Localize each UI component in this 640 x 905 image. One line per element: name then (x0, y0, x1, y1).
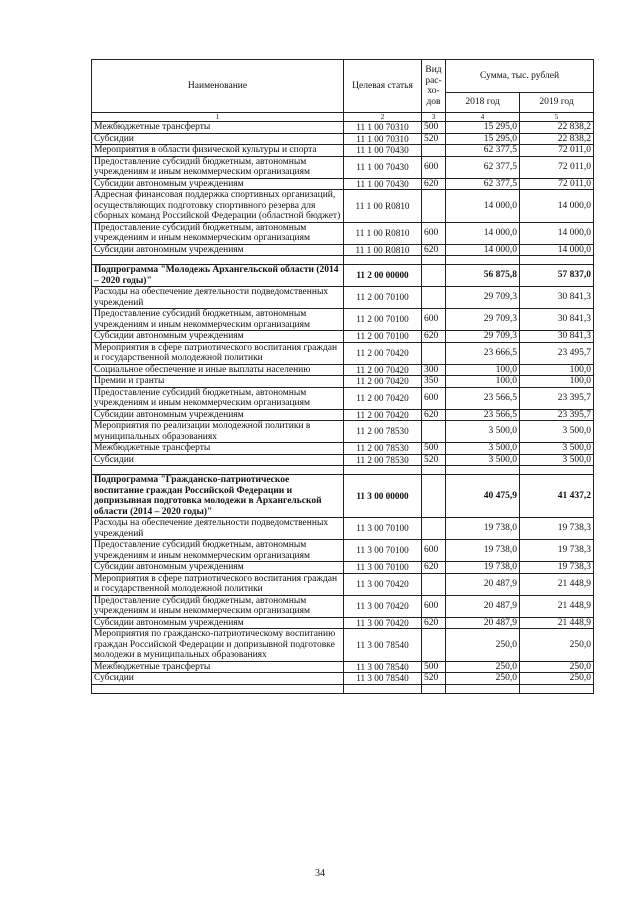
target-article-cell: 11 1 00 70430 (344, 178, 422, 190)
amount-2019-cell: 30 841,3 (520, 287, 594, 309)
amount-2019-cell: 250,0 (520, 673, 594, 685)
expense-type-cell: 600 (422, 222, 446, 244)
amount-2018-cell: 20 487,9 (446, 617, 520, 629)
name-cell: Субсидии автономным учреждениям (92, 244, 344, 256)
amount-2019-cell: 21 448,9 (520, 595, 594, 617)
amount-2019-cell: 23 395,7 (520, 387, 594, 409)
table-row (92, 145, 594, 157)
column-index: 4 (446, 113, 520, 122)
expense-type-cell: 620 (422, 244, 446, 256)
name-cell: Межбюджетные трансферты (92, 661, 344, 673)
target-article-cell: 11 2 00 78530 (344, 454, 422, 466)
expense-type-cell: 500 (422, 661, 446, 673)
name-cell: Мероприятия в области физической культуры и спорта (92, 145, 344, 157)
table-body (92, 122, 594, 694)
expense-type-cell: 520 (422, 133, 446, 145)
amount-2019-cell: 3 500,0 (520, 443, 594, 455)
table-row (92, 454, 594, 466)
target-article-cell: 11 1 00 70310 (344, 122, 422, 134)
amount-2018-cell: 15 295,0 (446, 133, 520, 145)
amount-2018-cell: 19 738,0 (446, 518, 520, 540)
amount-2018-cell: 29 709,3 (446, 287, 520, 309)
amount-2019-cell: 14 000,0 (520, 244, 594, 256)
expense-type-cell: 600 (422, 595, 446, 617)
table-row (92, 133, 594, 145)
amount-2018-cell: 62 377,5 (446, 178, 520, 190)
table-header (92, 60, 594, 122)
name-cell: Предоставление субсидий бюджетным, автономным учреждениям и иным некоммерческим организациям (92, 156, 344, 178)
name-cell: Мероприятия по гражданско-патриотическому воспитанию граждан Российской Федерации и допризывной подготовке молодежи в муниципальных образованиях (92, 629, 344, 662)
amount-2019-cell: 30 841,3 (520, 309, 594, 331)
amount-2018-cell: 100,0 (446, 376, 520, 388)
expense-type-cell (422, 145, 446, 157)
amount-2019-cell: 100,0 (520, 364, 594, 376)
spacer-cell (520, 256, 594, 265)
amount-2018-cell: 100,0 (446, 364, 520, 376)
name-cell: Предоставление субсидий бюджетным, автономным учреждениям и иным некоммерческим организациям (92, 595, 344, 617)
amount-2018-cell: 250,0 (446, 673, 520, 685)
expense-type-cell (422, 573, 446, 595)
amount-2019-cell: 19 738,3 (520, 540, 594, 562)
spacer-cell (92, 684, 344, 693)
amount-2019-cell: 3 500,0 (520, 421, 594, 443)
name-cell: Предоставление субсидий бюджетным, автономным учреждениям и иным некоммерческим организациям (92, 222, 344, 244)
expense-type-cell: 520 (422, 673, 446, 685)
spacer-cell (422, 684, 446, 693)
amount-2019-cell: 21 448,9 (520, 573, 594, 595)
expense-type-cell: 600 (422, 387, 446, 409)
table-row (92, 387, 594, 409)
amount-2019-cell: 14 000,0 (520, 190, 594, 223)
expense-type-cell: 600 (422, 540, 446, 562)
table-row (92, 518, 594, 540)
name-cell: Расходы на обеспечение деятельности подведомственных учреждений (92, 518, 344, 540)
target-article-cell: 11 3 00 70420 (344, 573, 422, 595)
column-index: 5 (520, 113, 594, 122)
spacer-cell (422, 466, 446, 475)
amount-2018-cell: 250,0 (446, 629, 520, 662)
amount-2019-cell: 100,0 (520, 376, 594, 388)
amount-2019-cell: 41 437,2 (520, 475, 594, 518)
table-row (92, 540, 594, 562)
amount-2019-cell: 14 000,0 (520, 222, 594, 244)
name-cell: Межбюджетные трансферты (92, 443, 344, 455)
amount-2019-cell: 19 738,3 (520, 518, 594, 540)
amount-2019-cell: 21 448,9 (520, 617, 594, 629)
name-cell: Предоставление субсидий бюджетным, автономным учреждениям и иным некоммерческим организациям (92, 387, 344, 409)
expense-type-cell (422, 190, 446, 223)
name-cell: Мероприятия в сфере патриотического воспитания граждан и государственной молодежной политики (92, 573, 344, 595)
target-article-cell: 11 2 00 70100 (344, 331, 422, 343)
target-article-cell: 11 3 00 70100 (344, 562, 422, 574)
target-article-cell: 11 3 00 78540 (344, 629, 422, 662)
name-cell: Адресная финансовая поддержка спортивных организаций, осуществляющих подготовку спортивного резерва для сборных команд Российской Федерации (областной бюджет) (92, 190, 344, 223)
expense-type-cell: 620 (422, 562, 446, 574)
amount-2018-cell: 62 377,5 (446, 145, 520, 157)
name-cell: Мероприятия в сфере патриотического воспитания граждан и государственной молодежной политики (92, 342, 344, 364)
target-article-cell: 11 2 00 70100 (344, 309, 422, 331)
name-cell: Социальное обеспечение и иные выплаты населению (92, 364, 344, 376)
table-row (92, 222, 594, 244)
name-cell: Подпрограмма "Молодежь Архангельской области (2014 – 2020 годы)" (92, 265, 344, 287)
column-index: 2 (344, 113, 422, 122)
table-row (92, 673, 594, 685)
page-number: 34 (315, 868, 325, 879)
amount-2018-cell: 23 566,5 (446, 387, 520, 409)
spacer-cell (344, 684, 422, 693)
expense-type-cell (422, 518, 446, 540)
spacer-cell (92, 466, 344, 475)
name-cell: Мероприятия по реализации молодежной политики в муниципальных образованиях (92, 421, 344, 443)
amount-2018-cell: 23 666,5 (446, 342, 520, 364)
table-row (92, 629, 594, 662)
spacer-row (92, 466, 594, 475)
target-article-cell: 11 1 00 R0810 (344, 222, 422, 244)
amount-2018-cell: 14 000,0 (446, 190, 520, 223)
expense-type-cell: 520 (422, 454, 446, 466)
amount-2018-cell: 14 000,0 (446, 244, 520, 256)
amount-2019-cell: 19 738,3 (520, 562, 594, 574)
target-article-cell: 11 3 00 78540 (344, 673, 422, 685)
target-article-cell: 11 3 00 00000 (344, 475, 422, 518)
spacer-cell (446, 684, 520, 693)
name-cell: Предоставление субсидий бюджетным, автономным учреждениям и иным некоммерческим организациям (92, 540, 344, 562)
target-article-cell: 11 2 00 70100 (344, 287, 422, 309)
subprogram-row (92, 475, 594, 518)
column-index: 3 (422, 113, 446, 122)
amount-2019-cell: 57 837,0 (520, 265, 594, 287)
spacer-cell (446, 466, 520, 475)
expense-type-cell: 500 (422, 122, 446, 134)
amount-2018-cell: 20 487,9 (446, 595, 520, 617)
header-name: Наименование (92, 60, 344, 113)
amount-2019-cell: 22 838,2 (520, 133, 594, 145)
table-row (92, 595, 594, 617)
target-article-cell: 11 2 00 78530 (344, 421, 422, 443)
table-row (92, 287, 594, 309)
target-article-cell: 11 3 00 70100 (344, 518, 422, 540)
name-cell: Субсидии (92, 673, 344, 685)
target-article-cell: 11 2 00 70420 (344, 409, 422, 421)
expense-type-cell (422, 475, 446, 518)
table-row (92, 661, 594, 673)
amount-2019-cell: 72 011,0 (520, 145, 594, 157)
expense-type-cell (422, 265, 446, 287)
table-row (92, 178, 594, 190)
target-article-cell: 11 2 00 78530 (344, 443, 422, 455)
table-row (92, 573, 594, 595)
header-target-article: Целевая статья (344, 60, 422, 113)
amount-2019-cell: 250,0 (520, 661, 594, 673)
name-cell: Предоставление субсидий бюджетным, автономным учреждениям и иным некоммерческим организациям (92, 309, 344, 331)
amount-2018-cell: 14 000,0 (446, 222, 520, 244)
header-sum: Сумма, тыс. рублей (446, 60, 594, 93)
name-cell: Субсидии автономным учреждениям (92, 409, 344, 421)
expense-type-cell: 620 (422, 331, 446, 343)
target-article-cell: 11 1 00 70310 (344, 133, 422, 145)
name-cell: Межбюджетные трансферты (92, 122, 344, 134)
name-cell: Субсидии автономным учреждениям (92, 617, 344, 629)
amount-2019-cell: 72 011,0 (520, 178, 594, 190)
amount-2018-cell: 250,0 (446, 661, 520, 673)
spacer-cell (344, 256, 422, 265)
expense-type-cell: 350 (422, 376, 446, 388)
table-row (92, 244, 594, 256)
expense-type-cell: 600 (422, 309, 446, 331)
target-article-cell: 11 2 00 00000 (344, 265, 422, 287)
expense-type-cell: 300 (422, 364, 446, 376)
amount-2018-cell: 20 487,9 (446, 573, 520, 595)
name-cell: Субсидии автономным учреждениям (92, 178, 344, 190)
header-expense-type: Вид рас-хо-дов (422, 60, 446, 113)
amount-2018-cell: 29 709,3 (446, 309, 520, 331)
subprogram-row (92, 265, 594, 287)
target-article-cell: 11 3 00 70420 (344, 617, 422, 629)
budget-table (91, 59, 594, 694)
header-year-2019: 2019 год (520, 93, 594, 113)
expense-type-cell (422, 629, 446, 662)
amount-2018-cell: 62 377,5 (446, 156, 520, 178)
target-article-cell: 11 1 00 R0810 (344, 190, 422, 223)
table-row (92, 342, 594, 364)
column-index: 1 (92, 113, 344, 122)
expense-type-cell (422, 287, 446, 309)
name-cell: Премии и гранты (92, 376, 344, 388)
spacer-cell (520, 684, 594, 693)
amount-2019-cell: 3 500,0 (520, 454, 594, 466)
table-row (92, 443, 594, 455)
table-row (92, 309, 594, 331)
name-cell: Субсидии автономным учреждениям (92, 562, 344, 574)
target-article-cell: 11 3 00 70420 (344, 595, 422, 617)
spacer-cell (92, 256, 344, 265)
name-cell: Подпрограмма "Гражданско-патриотическое воспитание граждан Российской Федерации и допризывная подготовка молодежи в Архангельской области (2014 – 2020 годы)" (92, 475, 344, 518)
name-cell: Субсидии автономным учреждениям (92, 331, 344, 343)
table-row (92, 331, 594, 343)
expense-type-cell: 620 (422, 178, 446, 190)
spacer-cell (446, 256, 520, 265)
amount-2018-cell: 19 738,0 (446, 540, 520, 562)
expense-type-cell: 620 (422, 409, 446, 421)
target-article-cell: 11 1 00 R0810 (344, 244, 422, 256)
table-row (92, 122, 594, 134)
target-article-cell: 11 2 00 70420 (344, 342, 422, 364)
spacer-cell (344, 466, 422, 475)
budget-table-sheet (91, 59, 593, 694)
amount-2018-cell: 23 566,5 (446, 409, 520, 421)
amount-2018-cell: 56 875,8 (446, 265, 520, 287)
table-row (92, 562, 594, 574)
target-article-cell: 11 1 00 70430 (344, 156, 422, 178)
expense-type-cell: 620 (422, 617, 446, 629)
table-row (92, 409, 594, 421)
amount-2018-cell: 3 500,0 (446, 454, 520, 466)
table-row (92, 421, 594, 443)
table-row (92, 190, 594, 223)
amount-2018-cell: 15 295,0 (446, 122, 520, 134)
header-year-2018: 2018 год (446, 93, 520, 113)
target-article-cell: 11 3 00 78540 (344, 661, 422, 673)
name-cell: Субсидии (92, 133, 344, 145)
spacer-row (92, 256, 594, 265)
amount-2019-cell: 72 011,0 (520, 156, 594, 178)
spacer-row (92, 684, 594, 693)
amount-2018-cell: 19 738,0 (446, 562, 520, 574)
amount-2018-cell: 3 500,0 (446, 421, 520, 443)
amount-2018-cell: 29 709,3 (446, 331, 520, 343)
expense-type-cell (422, 421, 446, 443)
name-cell: Расходы на обеспечение деятельности подведомственных учреждений (92, 287, 344, 309)
amount-2018-cell: 40 475,9 (446, 475, 520, 518)
expense-type-cell (422, 342, 446, 364)
target-article-cell: 11 3 00 70100 (344, 540, 422, 562)
amount-2019-cell: 23 395,7 (520, 409, 594, 421)
name-cell: Субсидии (92, 454, 344, 466)
target-article-cell: 11 2 00 70420 (344, 376, 422, 388)
amount-2019-cell: 23 495,7 (520, 342, 594, 364)
amount-2018-cell: 3 500,0 (446, 443, 520, 455)
amount-2019-cell: 22 838,2 (520, 122, 594, 134)
expense-type-cell: 500 (422, 443, 446, 455)
spacer-cell (520, 466, 594, 475)
spacer-cell (422, 256, 446, 265)
target-article-cell: 11 2 00 70420 (344, 387, 422, 409)
table-row (92, 156, 594, 178)
target-article-cell: 11 2 00 70420 (344, 364, 422, 376)
target-article-cell: 11 1 00 70430 (344, 145, 422, 157)
amount-2019-cell: 30 841,3 (520, 331, 594, 343)
expense-type-cell: 600 (422, 156, 446, 178)
table-row (92, 617, 594, 629)
amount-2019-cell: 250,0 (520, 629, 594, 662)
table-row (92, 376, 594, 388)
table-row (92, 364, 594, 376)
